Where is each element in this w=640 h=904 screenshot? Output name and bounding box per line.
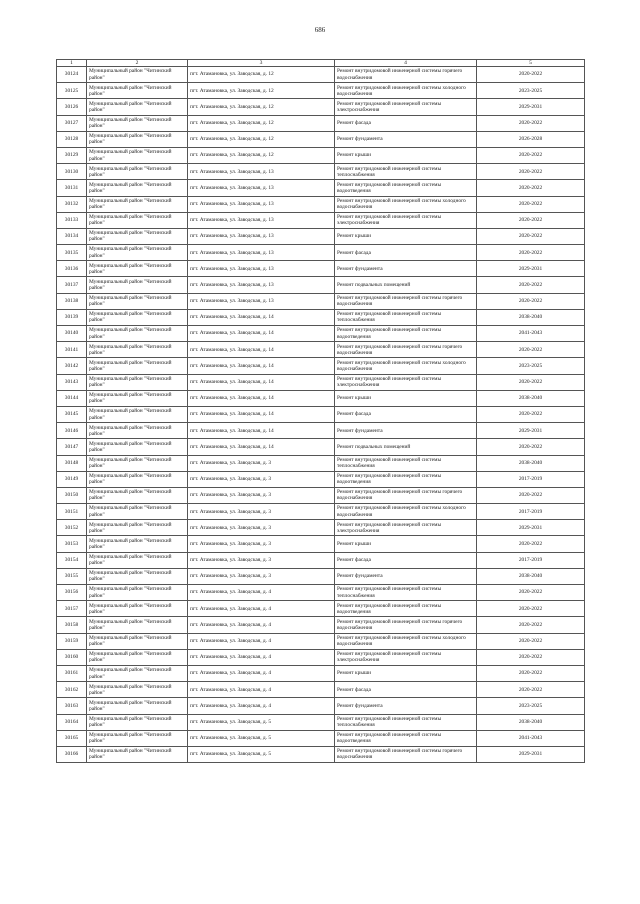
table-row (57, 520, 585, 536)
table-row (57, 455, 585, 471)
table-row (57, 714, 585, 730)
table-row (57, 196, 585, 212)
table-row (57, 67, 585, 83)
address-cell: пгт. Атамановка, ул. Заводская, д. 13 (188, 228, 335, 244)
municipal-area-cell: Муниципальный район "Читинский район" (87, 374, 188, 390)
municipal-area-cell: Муниципальный район "Читинский район" (87, 698, 188, 714)
work-type-cell: Ремонт внутридомовой инженерной системы горячего водоснабжения (335, 746, 477, 762)
table-row (57, 698, 585, 714)
work-type-cell: Ремонт крыши (335, 228, 477, 244)
row-number-cell: 30152 (57, 520, 87, 536)
municipal-area-cell: Муниципальный район "Читинский район" (87, 212, 188, 228)
row-number-cell: 30139 (57, 309, 87, 325)
address-cell: пгт. Атамановка, ул. Заводская, д. 3 (188, 536, 335, 552)
municipal-area-cell: Муниципальный район "Читинский район" (87, 228, 188, 244)
period-cell: 2020-2022 (477, 228, 585, 244)
row-number-cell: 30131 (57, 180, 87, 196)
municipal-area-cell: Муниципальный район "Читинский район" (87, 746, 188, 762)
period-cell: 2020-2022 (477, 245, 585, 261)
municipal-area-cell: Муниципальный район "Читинский район" (87, 730, 188, 746)
period-cell: 2020-2022 (477, 293, 585, 309)
table-row (57, 406, 585, 422)
row-number-cell: 30124 (57, 67, 87, 83)
row-number-cell: 30148 (57, 455, 87, 471)
address-cell: пгт. Атамановка, ул. Заводская, д. 14 (188, 326, 335, 342)
work-type-cell: Ремонт фасада (335, 682, 477, 698)
work-type-cell: Ремонт внутридомовой инженерной системы холодного водоснабжения (335, 83, 477, 99)
address-cell: пгт. Атамановка, ул. Заводская, д. 12 (188, 99, 335, 115)
work-type-cell: Ремонт фасада (335, 406, 477, 422)
work-type-cell: Ремонт внутридомовой инженерной системы электроснабжения (335, 374, 477, 390)
address-cell: пгт. Атамановка, ул. Заводская, д. 3 (188, 487, 335, 503)
table-row (57, 180, 585, 196)
row-number-cell: 30144 (57, 390, 87, 406)
work-type-cell: Ремонт крыши (335, 390, 477, 406)
table-row (57, 131, 585, 147)
address-cell: пгт. Атамановка, ул. Заводская, д. 13 (188, 196, 335, 212)
period-cell: 2020-2022 (477, 196, 585, 212)
address-cell: пгт. Атамановка, ул. Заводская, д. 4 (188, 682, 335, 698)
row-number-cell: 30136 (57, 261, 87, 277)
municipal-area-cell: Муниципальный район "Читинский район" (87, 147, 188, 163)
period-cell: 2020-2022 (477, 617, 585, 633)
work-type-cell: Ремонт внутридомовой инженерной системы горячего водоснабжения (335, 293, 477, 309)
work-type-cell: Ремонт внутридомовой инженерной системы водоотведения (335, 471, 477, 487)
table-row (57, 374, 585, 390)
work-type-cell: Ремонт внутридомовой инженерной системы теплоснабжения (335, 309, 477, 325)
work-type-cell: Ремонт фундамента (335, 423, 477, 439)
address-cell: пгт. Атамановка, ул. Заводская, д. 5 (188, 746, 335, 762)
period-cell: 2020-2022 (477, 374, 585, 390)
row-number-cell: 30125 (57, 83, 87, 99)
address-cell: пгт. Атамановка, ул. Заводская, д. 4 (188, 665, 335, 681)
address-cell: пгт. Атамановка, ул. Заводская, д. 13 (188, 212, 335, 228)
registry-table (56, 59, 585, 763)
municipal-area-cell: Муниципальный район "Читинский район" (87, 536, 188, 552)
work-type-cell: Ремонт фундамента (335, 261, 477, 277)
table-row (57, 682, 585, 698)
table-row (57, 342, 585, 358)
table-row (57, 245, 585, 261)
row-number-cell: 30146 (57, 423, 87, 439)
table-row (57, 99, 585, 115)
municipal-area-cell: Муниципальный район "Читинский район" (87, 406, 188, 422)
period-cell: 2020-2022 (477, 67, 585, 83)
municipal-area-cell: Муниципальный район "Читинский район" (87, 585, 188, 601)
period-cell: 2020-2022 (477, 649, 585, 665)
period-cell: 2020-2022 (477, 439, 585, 455)
column-header-1: 1 (57, 60, 87, 67)
period-cell: 2038-2040 (477, 455, 585, 471)
address-cell: пгт. Атамановка, ул. Заводская, д. 4 (188, 633, 335, 649)
work-type-cell: Ремонт внутридомовой инженерной системы горячего водоснабжения (335, 617, 477, 633)
row-number-cell: 30156 (57, 585, 87, 601)
table-row (57, 83, 585, 99)
municipal-area-cell: Муниципальный район "Читинский район" (87, 245, 188, 261)
work-type-cell: Ремонт подвальных помещений (335, 277, 477, 293)
work-type-cell: Ремонт фундамента (335, 568, 477, 584)
table-row (57, 617, 585, 633)
period-cell: 2029-2031 (477, 99, 585, 115)
municipal-area-cell: Муниципальный район "Читинский район" (87, 115, 188, 131)
municipal-area-cell: Муниципальный район "Читинский район" (87, 471, 188, 487)
work-type-cell: Ремонт внутридомовой инженерной системы электроснабжения (335, 649, 477, 665)
work-type-cell: Ремонт внутридомовой инженерной системы горячего водоснабжения (335, 342, 477, 358)
municipal-area-cell: Муниципальный район "Читинский район" (87, 99, 188, 115)
period-cell: 2020-2022 (477, 180, 585, 196)
row-number-cell: 30161 (57, 665, 87, 681)
address-cell: пгт. Атамановка, ул. Заводская, д. 5 (188, 714, 335, 730)
municipal-area-cell: Муниципальный район "Читинский район" (87, 277, 188, 293)
work-type-cell: Ремонт подвальных помещений (335, 439, 477, 455)
period-cell: 2020-2022 (477, 164, 585, 180)
municipal-area-cell: Муниципальный район "Читинский район" (87, 617, 188, 633)
table-row (57, 358, 585, 374)
period-cell: 2038-2040 (477, 714, 585, 730)
work-type-cell: Ремонт внутридомовой инженерной системы водоотведения (335, 180, 477, 196)
work-type-cell: Ремонт внутридомовой инженерной системы горячего водоснабжения (335, 487, 477, 503)
row-number-cell: 30141 (57, 342, 87, 358)
address-cell: пгт. Атамановка, ул. Заводская, д. 13 (188, 245, 335, 261)
period-cell: 2020-2022 (477, 342, 585, 358)
address-cell: пгт. Атамановка, ул. Заводская, д. 3 (188, 568, 335, 584)
work-type-cell: Ремонт внутридомовой инженерной системы холодного водоснабжения (335, 633, 477, 649)
work-type-cell: Ремонт внутридомовой инженерной системы горячего водоснабжения (335, 67, 477, 83)
municipal-area-cell: Муниципальный район "Читинский район" (87, 261, 188, 277)
table-row (57, 390, 585, 406)
row-number-cell: 30155 (57, 568, 87, 584)
work-type-cell: Ремонт внутридомовой инженерной системы водоотведения (335, 326, 477, 342)
work-type-cell: Ремонт фасада (335, 115, 477, 131)
period-cell: 2041-2043 (477, 326, 585, 342)
period-cell: 2020-2022 (477, 682, 585, 698)
column-header-5: 5 (477, 60, 585, 67)
address-cell: пгт. Атамановка, ул. Заводская, д. 14 (188, 374, 335, 390)
municipal-area-cell: Муниципальный район "Читинский район" (87, 83, 188, 99)
row-number-cell: 30154 (57, 552, 87, 568)
work-type-cell: Ремонт внутридомовой инженерной системы холодного водоснабжения (335, 504, 477, 520)
work-type-cell: Ремонт внутридомовой инженерной системы водоотведения (335, 730, 477, 746)
row-number-cell: 30149 (57, 471, 87, 487)
table-row (57, 309, 585, 325)
address-cell: пгт. Атамановка, ул. Заводская, д. 3 (188, 552, 335, 568)
municipal-area-cell: Муниципальный район "Читинский район" (87, 601, 188, 617)
municipal-area-cell: Муниципальный район "Читинский район" (87, 455, 188, 471)
address-cell: пгт. Атамановка, ул. Заводская, д. 14 (188, 342, 335, 358)
address-cell: пгт. Атамановка, ул. Заводская, д. 12 (188, 115, 335, 131)
table-row (57, 568, 585, 584)
row-number-cell: 30159 (57, 633, 87, 649)
address-cell: пгт. Атамановка, ул. Заводская, д. 13 (188, 164, 335, 180)
period-cell: 2038-2040 (477, 390, 585, 406)
column-header-2: 2 (87, 60, 188, 67)
period-cell: 2020-2022 (477, 115, 585, 131)
municipal-area-cell: Муниципальный район "Читинский район" (87, 390, 188, 406)
period-cell: 2038-2040 (477, 568, 585, 584)
work-type-cell: Ремонт внутридомовой инженерной системы теплоснабжения (335, 585, 477, 601)
municipal-area-cell: Муниципальный район "Читинский район" (87, 196, 188, 212)
period-cell: 2023-2025 (477, 358, 585, 374)
municipal-area-cell: Муниципальный район "Читинский район" (87, 326, 188, 342)
address-cell: пгт. Атамановка, ул. Заводская, д. 3 (188, 504, 335, 520)
period-cell: 2020-2022 (477, 536, 585, 552)
row-number-cell: 30164 (57, 714, 87, 730)
table-body (57, 60, 585, 763)
table-header-row (57, 60, 585, 67)
row-number-cell: 30162 (57, 682, 87, 698)
row-number-cell: 30150 (57, 487, 87, 503)
table-row (57, 633, 585, 649)
table-row (57, 423, 585, 439)
address-cell: пгт. Атамановка, ул. Заводская, д. 12 (188, 67, 335, 83)
row-number-cell: 30160 (57, 649, 87, 665)
address-cell: пгт. Атамановка, ул. Заводская, д. 4 (188, 601, 335, 617)
work-type-cell: Ремонт крыши (335, 147, 477, 163)
row-number-cell: 30151 (57, 504, 87, 520)
period-cell: 2020-2022 (477, 633, 585, 649)
period-cell: 2038-2040 (477, 309, 585, 325)
address-cell: пгт. Атамановка, ул. Заводская, д. 4 (188, 698, 335, 714)
row-number-cell: 30135 (57, 245, 87, 261)
row-number-cell: 30147 (57, 439, 87, 455)
period-cell: 2020-2022 (477, 147, 585, 163)
row-number-cell: 30143 (57, 374, 87, 390)
period-cell: 2029-2031 (477, 261, 585, 277)
period-cell: 2029-2031 (477, 520, 585, 536)
work-type-cell: Ремонт внутридомовой инженерной системы холодного водоснабжения (335, 358, 477, 374)
municipal-area-cell: Муниципальный район "Читинский район" (87, 358, 188, 374)
work-type-cell: Ремонт фундамента (335, 131, 477, 147)
address-cell: пгт. Атамановка, ул. Заводская, д. 14 (188, 390, 335, 406)
municipal-area-cell: Муниципальный район "Читинский район" (87, 164, 188, 180)
work-type-cell: Ремонт внутридомовой инженерной системы теплоснабжения (335, 714, 477, 730)
table-row (57, 504, 585, 520)
table-row (57, 730, 585, 746)
address-cell: пгт. Атамановка, ул. Заводская, д. 13 (188, 261, 335, 277)
row-number-cell: 30132 (57, 196, 87, 212)
period-cell: 2026-2028 (477, 131, 585, 147)
municipal-area-cell: Муниципальный район "Читинский район" (87, 439, 188, 455)
work-type-cell: Ремонт фасада (335, 552, 477, 568)
table-row (57, 326, 585, 342)
page-number: 686 (314, 26, 326, 34)
municipal-area-cell: Муниципальный район "Читинский район" (87, 682, 188, 698)
municipal-area-cell: Муниципальный район "Читинский район" (87, 649, 188, 665)
work-type-cell: Ремонт крыши (335, 536, 477, 552)
period-cell: 2020-2022 (477, 487, 585, 503)
work-type-cell: Ремонт крыши (335, 665, 477, 681)
period-cell: 2023-2025 (477, 83, 585, 99)
period-cell: 2017-2019 (477, 552, 585, 568)
address-cell: пгт. Атамановка, ул. Заводская, д. 4 (188, 585, 335, 601)
period-cell: 2020-2022 (477, 406, 585, 422)
period-cell: 2020-2022 (477, 601, 585, 617)
table-row (57, 277, 585, 293)
row-number-cell: 30158 (57, 617, 87, 633)
table-row (57, 585, 585, 601)
work-type-cell: Ремонт внутридомовой инженерной системы электроснабжения (335, 520, 477, 536)
table-row (57, 649, 585, 665)
address-cell: пгт. Атамановка, ул. Заводская, д. 4 (188, 617, 335, 633)
address-cell: пгт. Атамановка, ул. Заводская, д. 14 (188, 358, 335, 374)
period-cell: 2020-2022 (477, 665, 585, 681)
work-type-cell: Ремонт внутридомовой инженерной системы холодного водоснабжения (335, 196, 477, 212)
work-type-cell: Ремонт внутридомовой инженерной системы теплоснабжения (335, 455, 477, 471)
municipal-area-cell: Муниципальный район "Читинский район" (87, 568, 188, 584)
table-row (57, 601, 585, 617)
row-number-cell: 30127 (57, 115, 87, 131)
period-cell: 2020-2022 (477, 212, 585, 228)
period-cell: 2023-2025 (477, 698, 585, 714)
period-cell: 2029-2031 (477, 423, 585, 439)
address-cell: пгт. Атамановка, ул. Заводская, д. 3 (188, 471, 335, 487)
municipal-area-cell: Муниципальный район "Читинский район" (87, 67, 188, 83)
municipal-area-cell: Муниципальный район "Читинский район" (87, 342, 188, 358)
address-cell: пгт. Атамановка, ул. Заводская, д. 5 (188, 730, 335, 746)
municipal-area-cell: Муниципальный район "Читинский район" (87, 520, 188, 536)
address-cell: пгт. Атамановка, ул. Заводская, д. 13 (188, 293, 335, 309)
address-cell: пгт. Атамановка, ул. Заводская, д. 12 (188, 131, 335, 147)
address-cell: пгт. Атамановка, ул. Заводская, д. 3 (188, 520, 335, 536)
table-row (57, 471, 585, 487)
municipal-area-cell: Муниципальный район "Читинский район" (87, 552, 188, 568)
municipal-area-cell: Муниципальный район "Читинский район" (87, 665, 188, 681)
row-number-cell: 30130 (57, 164, 87, 180)
row-number-cell: 30142 (57, 358, 87, 374)
address-cell: пгт. Атамановка, ул. Заводская, д. 13 (188, 180, 335, 196)
column-header-3: 3 (188, 60, 335, 67)
work-type-cell: Ремонт внутридомовой инженерной системы теплоснабжения (335, 164, 477, 180)
address-cell: пгт. Атамановка, ул. Заводская, д. 3 (188, 455, 335, 471)
work-type-cell: Ремонт фундамента (335, 698, 477, 714)
row-number-cell: 30166 (57, 746, 87, 762)
table-row (57, 487, 585, 503)
row-number-cell: 30153 (57, 536, 87, 552)
address-cell: пгт. Атамановка, ул. Заводская, д. 4 (188, 649, 335, 665)
address-cell: пгт. Атамановка, ул. Заводская, д. 12 (188, 147, 335, 163)
row-number-cell: 30145 (57, 406, 87, 422)
row-number-cell: 30134 (57, 228, 87, 244)
row-number-cell: 30140 (57, 326, 87, 342)
row-number-cell: 30138 (57, 293, 87, 309)
table-row (57, 228, 585, 244)
period-cell: 2020-2022 (477, 585, 585, 601)
table-row (57, 212, 585, 228)
row-number-cell: 30157 (57, 601, 87, 617)
address-cell: пгт. Атамановка, ул. Заводская, д. 14 (188, 406, 335, 422)
table-row (57, 439, 585, 455)
work-type-cell: Ремонт внутридомовой инженерной системы электроснабжения (335, 99, 477, 115)
municipal-area-cell: Муниципальный район "Читинский район" (87, 293, 188, 309)
table-row (57, 293, 585, 309)
period-cell: 2017-2019 (477, 471, 585, 487)
address-cell: пгт. Атамановка, ул. Заводская, д. 13 (188, 277, 335, 293)
municipal-area-cell: Муниципальный район "Читинский район" (87, 131, 188, 147)
table-row (57, 147, 585, 163)
row-number-cell: 30129 (57, 147, 87, 163)
address-cell: пгт. Атамановка, ул. Заводская, д. 14 (188, 439, 335, 455)
table-row (57, 164, 585, 180)
municipal-area-cell: Муниципальный район "Читинский район" (87, 309, 188, 325)
row-number-cell: 30133 (57, 212, 87, 228)
table-row (57, 261, 585, 277)
table-row (57, 536, 585, 552)
row-number-cell: 30165 (57, 730, 87, 746)
address-cell: пгт. Атамановка, ул. Заводская, д. 12 (188, 83, 335, 99)
municipal-area-cell: Муниципальный район "Читинский район" (87, 714, 188, 730)
table-row (57, 746, 585, 762)
row-number-cell: 30137 (57, 277, 87, 293)
table-row (57, 665, 585, 681)
table-row (57, 115, 585, 131)
address-cell: пгт. Атамановка, ул. Заводская, д. 14 (188, 423, 335, 439)
address-cell: пгт. Атамановка, ул. Заводская, д. 14 (188, 309, 335, 325)
period-cell: 2017-2019 (477, 504, 585, 520)
municipal-area-cell: Муниципальный район "Читинский район" (87, 504, 188, 520)
work-type-cell: Ремонт внутридомовой инженерной системы водоотведения (335, 601, 477, 617)
work-type-cell: Ремонт внутридомовой инженерной системы электроснабжения (335, 212, 477, 228)
municipal-area-cell: Муниципальный район "Читинский район" (87, 633, 188, 649)
row-number-cell: 30126 (57, 99, 87, 115)
table-row (57, 552, 585, 568)
municipal-area-cell: Муниципальный район "Читинский район" (87, 487, 188, 503)
period-cell: 2020-2022 (477, 277, 585, 293)
row-number-cell: 30128 (57, 131, 87, 147)
period-cell: 2041-2043 (477, 730, 585, 746)
column-header-4: 4 (335, 60, 477, 67)
municipal-area-cell: Муниципальный район "Читинский район" (87, 180, 188, 196)
work-type-cell: Ремонт фасада (335, 245, 477, 261)
period-cell: 2029-2031 (477, 746, 585, 762)
municipal-area-cell: Муниципальный район "Читинский район" (87, 423, 188, 439)
row-number-cell: 30163 (57, 698, 87, 714)
